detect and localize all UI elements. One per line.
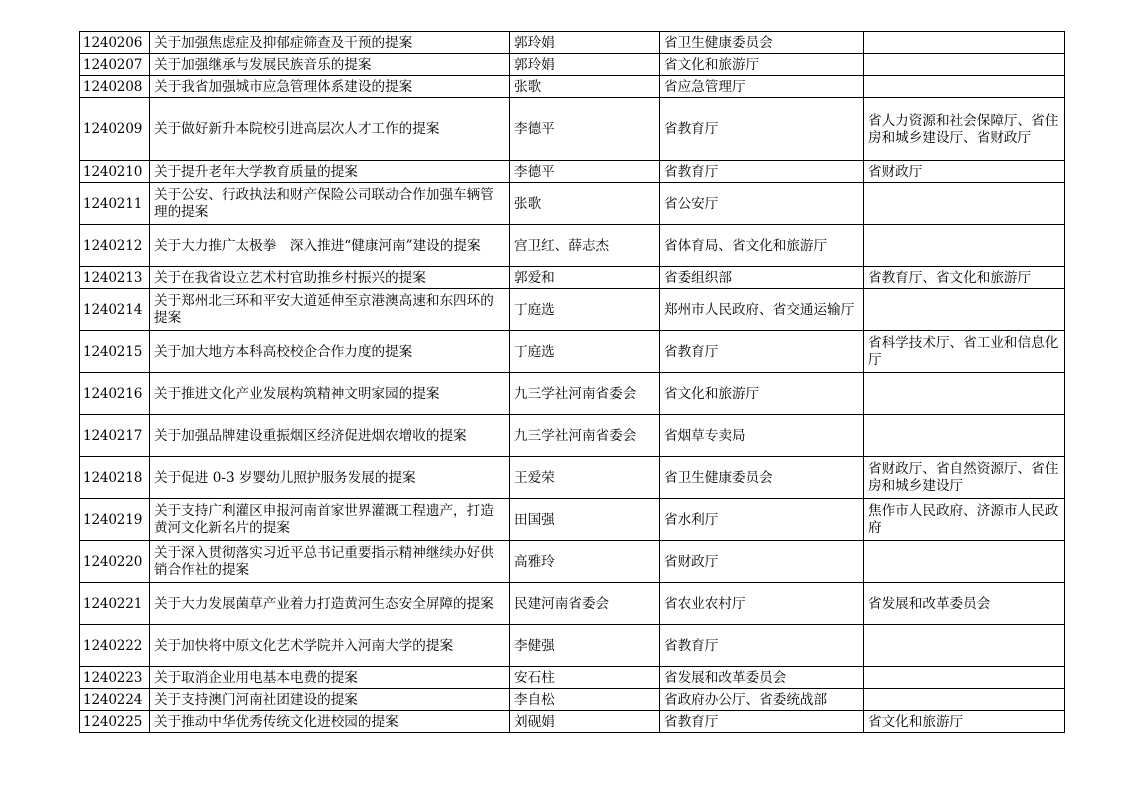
co-unit-cell <box>864 541 1065 583</box>
lead-unit-cell: 省政府办公厅、省委统战部 <box>660 689 864 711</box>
lead-unit-cell: 郑州市人民政府、省交通运输厅 <box>660 289 864 331</box>
proposer-cell: 张歌 <box>510 183 660 225</box>
table-row <box>80 98 1065 161</box>
table-row <box>80 54 1065 76</box>
proposer-cell: 郭玲娟 <box>510 54 660 76</box>
proposal-number-cell: 1240210 <box>80 161 150 183</box>
proposal-number-cell: 1240209 <box>80 98 150 161</box>
proposal-title-cell: 关于提升老年大学教育质量的提案 <box>150 161 510 183</box>
lead-unit-cell: 省教育厅 <box>660 161 864 183</box>
lead-unit-cell: 省体育局、省文化和旅游厅 <box>660 225 864 267</box>
proposal-title-cell: 关于推进文化产业发展构筑精神文明家园的提案 <box>150 373 510 415</box>
lead-unit-cell: 省教育厅 <box>660 331 864 373</box>
proposal-number-cell: 1240222 <box>80 625 150 667</box>
proposal-title-cell: 关于加强继承与发展民族音乐的提案 <box>150 54 510 76</box>
lead-unit-cell: 省委组织部 <box>660 267 864 289</box>
proposer-cell: 王爱荣 <box>510 457 660 499</box>
lead-unit-cell: 省发展和改革委员会 <box>660 667 864 689</box>
lead-unit-cell: 省财政厅 <box>660 541 864 583</box>
proposal-number-cell: 1240220 <box>80 541 150 583</box>
proposal-number-cell: 1240207 <box>80 54 150 76</box>
lead-unit-cell: 省教育厅 <box>660 98 864 161</box>
proposal-number-cell: 1240223 <box>80 667 150 689</box>
proposal-number-cell: 1240217 <box>80 415 150 457</box>
proposer-cell: 刘砚娟 <box>510 711 660 733</box>
proposal-number-cell: 1240224 <box>80 689 150 711</box>
table-row <box>80 183 1065 225</box>
proposal-number-cell: 1240206 <box>80 32 150 54</box>
proposer-cell: 宫卫红、薛志杰 <box>510 225 660 267</box>
lead-unit-cell: 省水利厅 <box>660 499 864 541</box>
proposer-cell: 张歌 <box>510 76 660 98</box>
proposer-cell: 李德平 <box>510 98 660 161</box>
proposal-title-cell: 关于加强品牌建设重振烟区经济促进烟农增收的提案 <box>150 415 510 457</box>
proposer-cell: 高雅玲 <box>510 541 660 583</box>
lead-unit-cell: 省文化和旅游厅 <box>660 373 864 415</box>
table-row <box>80 457 1065 499</box>
co-unit-cell <box>864 225 1065 267</box>
proposal-title-cell: 关于加强焦虑症及抑郁症筛查及干预的提案 <box>150 32 510 54</box>
co-unit-cell <box>864 183 1065 225</box>
lead-unit-cell: 省卫生健康委员会 <box>660 32 864 54</box>
co-unit-cell <box>864 54 1065 76</box>
lead-unit-cell: 省卫生健康委员会 <box>660 457 864 499</box>
co-unit-cell <box>864 373 1065 415</box>
proposer-cell: 丁庭选 <box>510 289 660 331</box>
proposer-cell: 李健强 <box>510 625 660 667</box>
proposal-table-body <box>80 32 1065 733</box>
co-unit-cell <box>864 289 1065 331</box>
table-row <box>80 499 1065 541</box>
co-unit-cell: 省教育厅、省文化和旅游厅 <box>864 267 1065 289</box>
proposal-number-cell: 1240211 <box>80 183 150 225</box>
co-unit-cell: 省财政厅、省自然资源厅、省住房和城乡建设厅 <box>864 457 1065 499</box>
proposer-cell: 郭爱和 <box>510 267 660 289</box>
proposal-number-cell: 1240214 <box>80 289 150 331</box>
table-row <box>80 267 1065 289</box>
co-unit-cell <box>864 689 1065 711</box>
proposal-number-cell: 1240212 <box>80 225 150 267</box>
proposal-title-cell: 关于我省加强城市应急管理体系建设的提案 <box>150 76 510 98</box>
co-unit-cell: 省文化和旅游厅 <box>864 711 1065 733</box>
proposal-title-cell: 关于支持广利灌区申报河南首家世界灌溉工程遗产，打造黄河文化新名片的提案 <box>150 499 510 541</box>
table-row <box>80 711 1065 733</box>
proposer-cell: 民建河南省委会 <box>510 583 660 625</box>
proposal-number-cell: 1240218 <box>80 457 150 499</box>
proposal-title-cell: 关于在我省设立艺术村官助推乡村振兴的提案 <box>150 267 510 289</box>
table-row <box>80 161 1065 183</box>
lead-unit-cell: 省教育厅 <box>660 711 864 733</box>
proposal-title-cell: 关于大力发展菌草产业着力打造黄河生态安全屏障的提案 <box>150 583 510 625</box>
proposal-title-cell: 关于加大地方本科高校校企合作力度的提案 <box>150 331 510 373</box>
proposal-table <box>79 31 1065 733</box>
proposer-cell: 九三学社河南省委会 <box>510 373 660 415</box>
table-row <box>80 667 1065 689</box>
table-row <box>80 373 1065 415</box>
table-row <box>80 625 1065 667</box>
proposal-number-cell: 1240225 <box>80 711 150 733</box>
co-unit-cell <box>864 667 1065 689</box>
proposer-cell: 九三学社河南省委会 <box>510 415 660 457</box>
table-row <box>80 689 1065 711</box>
co-unit-cell <box>864 415 1065 457</box>
proposal-title-cell: 关于推动中华优秀传统文化进校园的提案 <box>150 711 510 733</box>
lead-unit-cell: 省应急管理厅 <box>660 76 864 98</box>
proposal-title-cell: 关于促进 0-3 岁婴幼儿照护服务发展的提案 <box>150 457 510 499</box>
lead-unit-cell: 省教育厅 <box>660 625 864 667</box>
proposal-title-cell: 关于公安、行政执法和财产保险公司联动合作加强车辆管理的提案 <box>150 183 510 225</box>
co-unit-cell <box>864 625 1065 667</box>
co-unit-cell: 省人力资源和社会保障厅、省住房和城乡建设厅、省财政厅 <box>864 98 1065 161</box>
proposer-cell: 郭玲娟 <box>510 32 660 54</box>
co-unit-cell: 省发展和改革委员会 <box>864 583 1065 625</box>
lead-unit-cell: 省公安厅 <box>660 183 864 225</box>
co-unit-cell <box>864 76 1065 98</box>
lead-unit-cell: 省农业农村厅 <box>660 583 864 625</box>
co-unit-cell: 省科学技术厅、省工业和信息化厅 <box>864 331 1065 373</box>
table-row <box>80 32 1065 54</box>
table-row <box>80 331 1065 373</box>
proposal-title-cell: 关于支持澳门河南社团建设的提案 <box>150 689 510 711</box>
table-row <box>80 415 1065 457</box>
co-unit-cell <box>864 32 1065 54</box>
proposal-title-cell: 关于深入贯彻落实习近平总书记重要指示精神继续办好供销合作社的提案 <box>150 541 510 583</box>
proposal-number-cell: 1240215 <box>80 331 150 373</box>
lead-unit-cell: 省文化和旅游厅 <box>660 54 864 76</box>
proposal-title-cell: 关于大力推广太极拳 深入推进“健康河南”建设的提案 <box>150 225 510 267</box>
proposal-title-cell: 关于加快将中原文化艺术学院并入河南大学的提案 <box>150 625 510 667</box>
proposal-number-cell: 1240221 <box>80 583 150 625</box>
table-row <box>80 541 1065 583</box>
proposer-cell: 李自松 <box>510 689 660 711</box>
co-unit-cell: 省财政厅 <box>864 161 1065 183</box>
proposer-cell: 丁庭选 <box>510 331 660 373</box>
proposal-number-cell: 1240208 <box>80 76 150 98</box>
proposal-title-cell: 关于做好新升本院校引进高层次人才工作的提案 <box>150 98 510 161</box>
table-row <box>80 225 1065 267</box>
table-row <box>80 289 1065 331</box>
table-row <box>80 583 1065 625</box>
proposal-title-cell: 关于郑州北三环和平安大道延伸至京港澳高速和东四环的提案 <box>150 289 510 331</box>
proposal-number-cell: 1240219 <box>80 499 150 541</box>
table-row <box>80 76 1065 98</box>
proposal-number-cell: 1240216 <box>80 373 150 415</box>
co-unit-cell: 焦作市人民政府、济源市人民政府 <box>864 499 1065 541</box>
proposal-number-cell: 1240213 <box>80 267 150 289</box>
proposer-cell: 安石柱 <box>510 667 660 689</box>
proposer-cell: 田国强 <box>510 499 660 541</box>
proposer-cell: 李德平 <box>510 161 660 183</box>
proposal-title-cell: 关于取消企业用电基本电费的提案 <box>150 667 510 689</box>
lead-unit-cell: 省烟草专卖局 <box>660 415 864 457</box>
